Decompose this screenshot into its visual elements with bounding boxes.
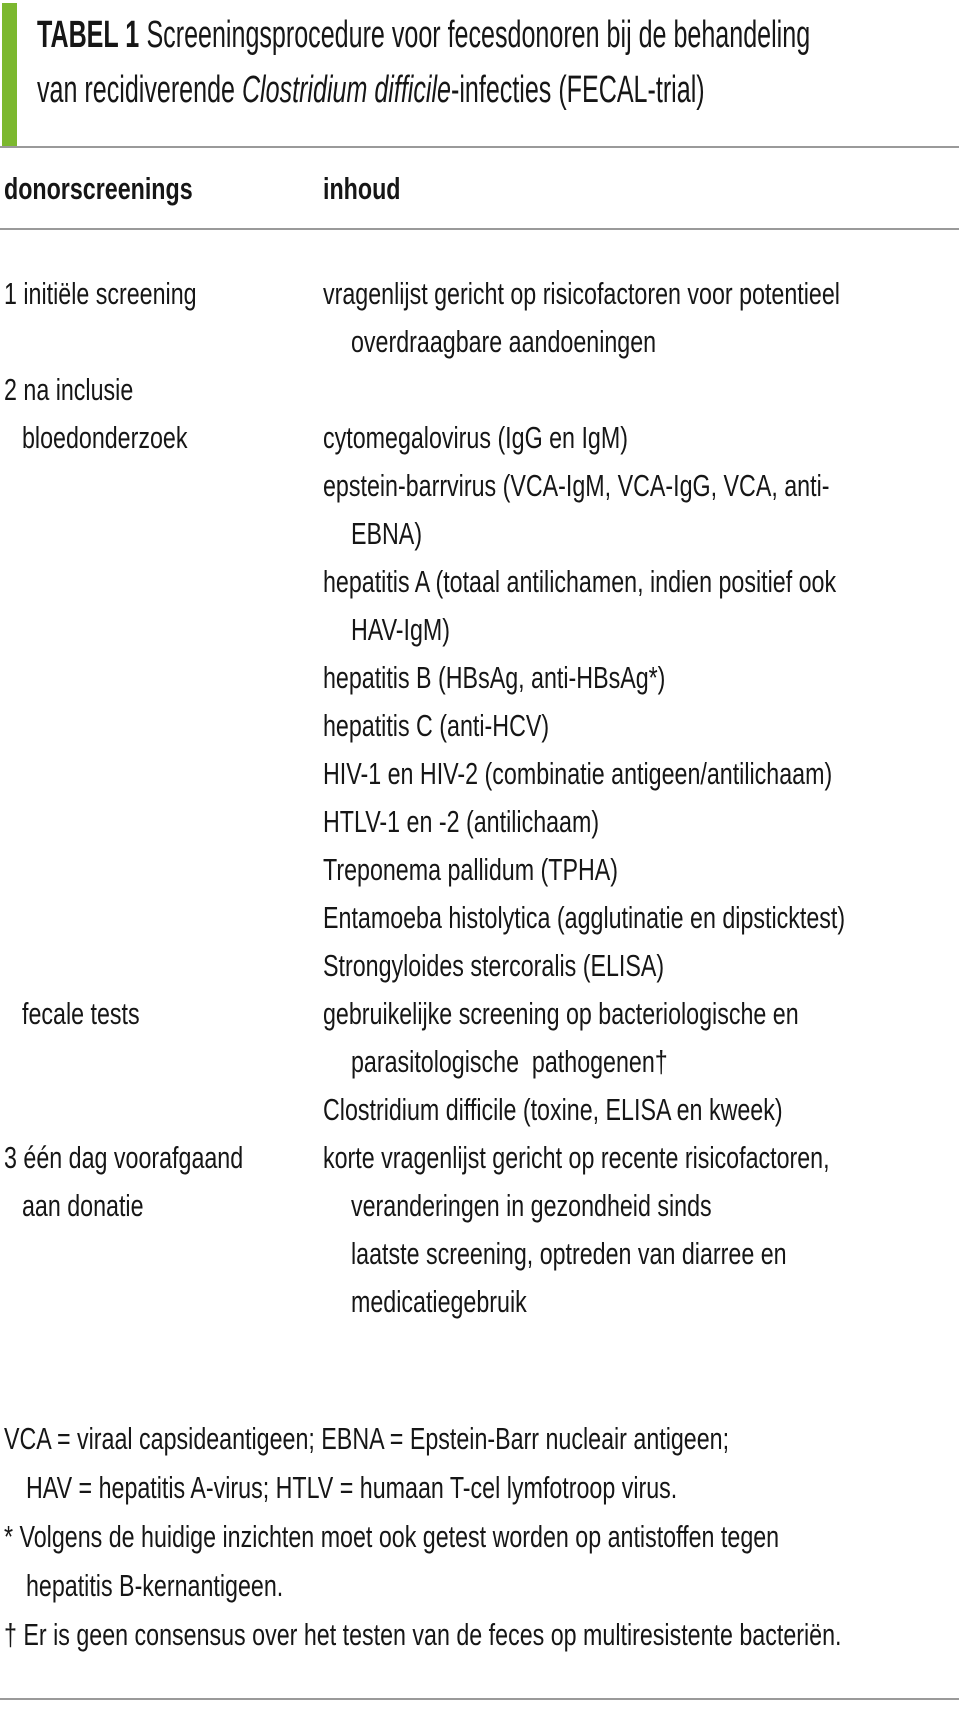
inhoud-text: veranderingen in gezondheid sinds	[351, 1188, 712, 1223]
donorscreening-cell	[0, 846, 323, 894]
table-body	[0, 230, 959, 1326]
donorscreening-cell	[0, 558, 323, 606]
donorscreening-cell	[0, 414, 323, 462]
inhoud-text: HTLV-1 en -2 (antilichaam)	[323, 804, 600, 839]
col-header-donorscreenings: donorscreenings	[4, 171, 193, 206]
footnote-line	[0, 1414, 959, 1463]
table-row	[0, 1230, 959, 1278]
inhoud-cell	[323, 654, 959, 702]
donorscreening-cell	[0, 510, 323, 558]
inhoud-cell	[323, 894, 959, 942]
donorscreening-cell	[0, 702, 323, 750]
inhoud-text: HIV-1 en HIV-2 (combinatie antigeen/antilichaam)	[323, 756, 833, 791]
inhoud-cell	[323, 462, 959, 510]
title-text-part2: van recidiverende	[37, 69, 242, 111]
donorscreening-cell	[0, 1182, 323, 1230]
title-text-part3: -infecties (FECAL-trial)	[450, 69, 705, 111]
inhoud-text: hepatitis B (HBsAg, anti-HBsAg*)	[323, 660, 666, 695]
title-line-1	[37, 8, 959, 63]
donorscreening-cell	[0, 462, 323, 510]
table-row	[0, 1182, 959, 1230]
donorscreening-cell	[0, 606, 323, 654]
table-row	[0, 462, 959, 510]
inhoud-text: Strongyloides stercoralis (ELISA)	[323, 948, 665, 983]
divider-below-title	[0, 146, 959, 148]
footnote-line	[0, 1561, 959, 1610]
table-row	[0, 942, 959, 990]
donorscreening-cell	[0, 1278, 323, 1326]
table-row	[0, 750, 959, 798]
donorscreening-text: fecale tests	[22, 996, 140, 1031]
col-header-inhoud: inhoud	[323, 171, 401, 206]
donorscreening-text: 3 één dag voorafgaand	[4, 1140, 244, 1175]
inhoud-cell	[323, 1230, 959, 1278]
inhoud-text: vragenlijst gericht op risicofactoren voor potentieel	[323, 276, 840, 311]
table-row	[0, 1038, 959, 1086]
inhoud-cell	[323, 510, 959, 558]
table-row	[0, 894, 959, 942]
table-row	[0, 1134, 959, 1182]
title-text-part1: Screeningsprocedure voor fecesdonoren bij de behandeling	[146, 14, 811, 56]
table-row	[0, 270, 959, 318]
inhoud-cell	[323, 750, 959, 798]
donorscreening-text: 2 na inclusie	[4, 372, 134, 407]
footnote-text: HAV = hepatitis A-virus; HTLV = humaan T-cel lymfotroop virus.	[26, 1470, 678, 1505]
table-row	[0, 366, 959, 414]
table-row	[0, 414, 959, 462]
title-line-2	[37, 63, 959, 118]
footnote-text: hepatitis B-kernantigeen.	[26, 1568, 284, 1603]
footnote-text: VCA = viraal capsideantigeen; EBNA = Epstein-Barr nucleair antigeen;	[4, 1421, 730, 1456]
table-row	[0, 654, 959, 702]
footnote-text: * Volgens de huidige inzichten moet ook getest worden op antistoffen tegen	[4, 1519, 780, 1554]
inhoud-text: hepatitis A (totaal antilichamen, indien positief ook	[323, 564, 837, 599]
table-row	[0, 702, 959, 750]
inhoud-text: HAV-IgM)	[351, 612, 451, 647]
table-row	[0, 990, 959, 1038]
table-row	[0, 318, 959, 366]
inhoud-text: parasitologische pathogenen†	[351, 1044, 668, 1079]
donorscreening-cell	[0, 270, 323, 318]
title-species-italic: Clostridium difficile	[241, 69, 451, 111]
donorscreening-cell	[0, 798, 323, 846]
inhoud-cell	[323, 1278, 959, 1326]
inhoud-text: medicatiegebruik	[351, 1284, 527, 1319]
donorscreening-text: bloedonderzoek	[22, 420, 188, 455]
inhoud-text: Entamoeba histolytica (agglutinatie en dipsticktest)	[323, 900, 846, 935]
inhoud-cell	[323, 318, 959, 366]
inhoud-text: overdraagbare aandoeningen	[351, 324, 657, 359]
footnote-text: † Er is geen consensus over het testen van de feces op multiresistente bacteriën.	[4, 1617, 842, 1652]
inhoud-cell	[323, 606, 959, 654]
inhoud-text: hepatitis C (anti-HCV)	[323, 708, 550, 743]
inhoud-cell	[323, 990, 959, 1038]
inhoud-text: laatste screening, optreden van diarree en	[351, 1236, 787, 1271]
divider-bottom	[0, 1698, 959, 1700]
inhoud-text: epstein-barrvirus (VCA-IgM, VCA-IgG, VCA, anti-	[323, 468, 830, 503]
donorscreening-text: 1 initiële screening	[4, 276, 197, 311]
inhoud-cell	[323, 270, 959, 318]
inhoud-cell	[323, 1038, 959, 1086]
table-row	[0, 1086, 959, 1134]
donorscreening-cell	[0, 366, 323, 414]
table-row	[0, 558, 959, 606]
inhoud-cell	[323, 1086, 959, 1134]
table-row	[0, 798, 959, 846]
inhoud-text: EBNA)	[351, 516, 423, 551]
footnote-line	[0, 1463, 959, 1512]
table-row	[0, 846, 959, 894]
inhoud-text: cytomegalovirus (IgG en IgM)	[323, 420, 628, 455]
donorscreening-cell	[0, 990, 323, 1038]
table-title	[37, 8, 959, 118]
inhoud-cell	[323, 798, 959, 846]
table-row	[0, 606, 959, 654]
footnote-line	[0, 1610, 959, 1659]
footnotes-block	[0, 1414, 959, 1659]
table-header-row	[0, 150, 959, 228]
inhoud-cell	[323, 414, 959, 462]
inhoud-cell	[323, 846, 959, 894]
inhoud-cell	[323, 702, 959, 750]
inhoud-cell	[323, 558, 959, 606]
accent-bar	[2, 3, 17, 146]
inhoud-text: korte vragenlijst gericht op recente risicofactoren,	[323, 1140, 830, 1175]
inhoud-cell	[323, 366, 959, 414]
donorscreening-text: aan donatie	[22, 1188, 144, 1223]
donorscreening-cell	[0, 1230, 323, 1278]
inhoud-text: Clostridium difficile (toxine, ELISA en kweek)	[323, 1092, 783, 1127]
title-line-1-text	[37, 8, 810, 63]
table-row	[0, 1278, 959, 1326]
title-line-2-text	[37, 63, 705, 118]
donorscreenings-header-cell	[0, 171, 323, 207]
donorscreening-cell	[0, 750, 323, 798]
inhoud-cell	[323, 942, 959, 990]
donorscreening-cell	[0, 1134, 323, 1182]
inhoud-text: gebruikelijke screening op bacteriologische en	[323, 996, 799, 1031]
donorscreening-cell	[0, 942, 323, 990]
inhoud-header-cell	[323, 171, 959, 207]
donorscreening-cell	[0, 654, 323, 702]
donorscreening-cell	[0, 894, 323, 942]
donorscreening-cell	[0, 318, 323, 366]
footnote-line	[0, 1512, 959, 1561]
inhoud-cell	[323, 1182, 959, 1230]
table-row	[0, 510, 959, 558]
donorscreening-cell	[0, 1086, 323, 1134]
table-number-label: TABEL 1	[37, 14, 140, 56]
inhoud-cell	[323, 1134, 959, 1182]
donorscreening-cell	[0, 1038, 323, 1086]
inhoud-text: Treponema pallidum (TPHA)	[323, 852, 619, 887]
